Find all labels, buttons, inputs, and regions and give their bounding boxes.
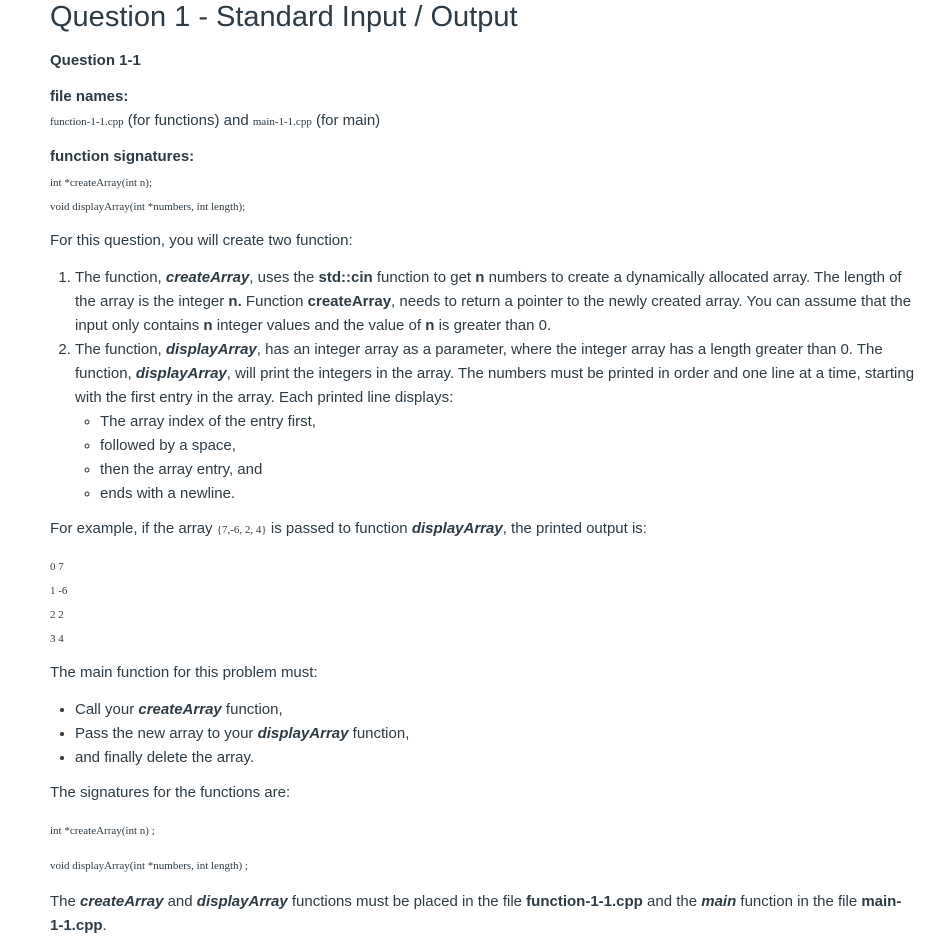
output-line: 0 7: [50, 561, 64, 573]
list-item: ◦ followed by a space,: [100, 434, 915, 458]
output-line: 1 -6: [50, 585, 68, 597]
function-file-name: function-1-1.cpp: [50, 116, 124, 128]
signatures-intro: The signatures for the functions are:: [50, 784, 291, 801]
signature-create-array: int *createArray(int n);: [50, 177, 153, 189]
page-title: Question 1 - Standard Input / Output: [50, 1, 518, 33]
for-functions-text: (for functions) and: [123, 112, 253, 129]
list-item: • Call your createArray function,: [75, 698, 409, 722]
list-item: 2. The function, displayArray, has an integer array as a parameter, where the integer array has a length greater than 0. The function, displayArray, will print the integers in the array. The numbers must be printed in order and one line at a time, starting with the first entry in the array. Each printed line displays: ◦ The array index of the entry first, ◦ followed by a space, ◦ then the array entry, and ◦ ends with a newline.: [75, 338, 915, 506]
question-subtitle: Question 1-1: [50, 52, 141, 69]
list-item: • and finally delete the array.: [75, 746, 409, 770]
list-item: • Pass the new array to your displayArray function,: [75, 722, 409, 746]
requirements-list: [50, 266, 915, 506]
signatures-heading: function signatures:: [50, 148, 195, 165]
list-item: 1. The function, createArray, uses the std::cin function to get n numbers to create a dynamically allocated array. The length of the array is the integer n. Function createArray, needs to return a pointer to the newly created array. You can assume that the input only contains n integer values and the value of n is greater than 0.: [75, 266, 915, 338]
main-steps-list: [50, 698, 409, 770]
list-item: ◦ then the array entry, and: [100, 458, 915, 482]
intro-paragraph: For this question, you will create two function:: [50, 232, 353, 249]
for-main-text: (for main): [311, 112, 381, 129]
display-rules-list: [75, 410, 915, 506]
signature-line-display: void displayArray(int *numbers, int length) ;: [50, 860, 248, 872]
example-array: {7,-6, 2, 4}: [216, 524, 267, 536]
example-paragraph: For example, if the array {7,-6, 2, 4} is passed to function displayArray, the printed output is:: [50, 520, 647, 537]
final-paragraph: The createArray and displayArray functions must be placed in the file function-1-1.cpp and the main function in the file main-1-1.cpp.: [50, 893, 902, 934]
output-line: 2 2: [50, 609, 64, 621]
file-names-line: [50, 111, 380, 132]
list-item: ◦ The array index of the entry first,: [100, 410, 915, 434]
main-file-name: main-1-1.cpp: [252, 116, 312, 128]
output-line: 3 4: [50, 633, 64, 645]
list-item: ◦ ends with a newline.: [100, 482, 915, 506]
signature-line-create: int *createArray(int n) ;: [50, 825, 155, 837]
main-intro: The main function for this problem must:: [50, 664, 318, 681]
signature-display-array: void displayArray(int *numbers, int length);: [50, 201, 246, 213]
file-names-heading: file names:: [50, 88, 129, 105]
